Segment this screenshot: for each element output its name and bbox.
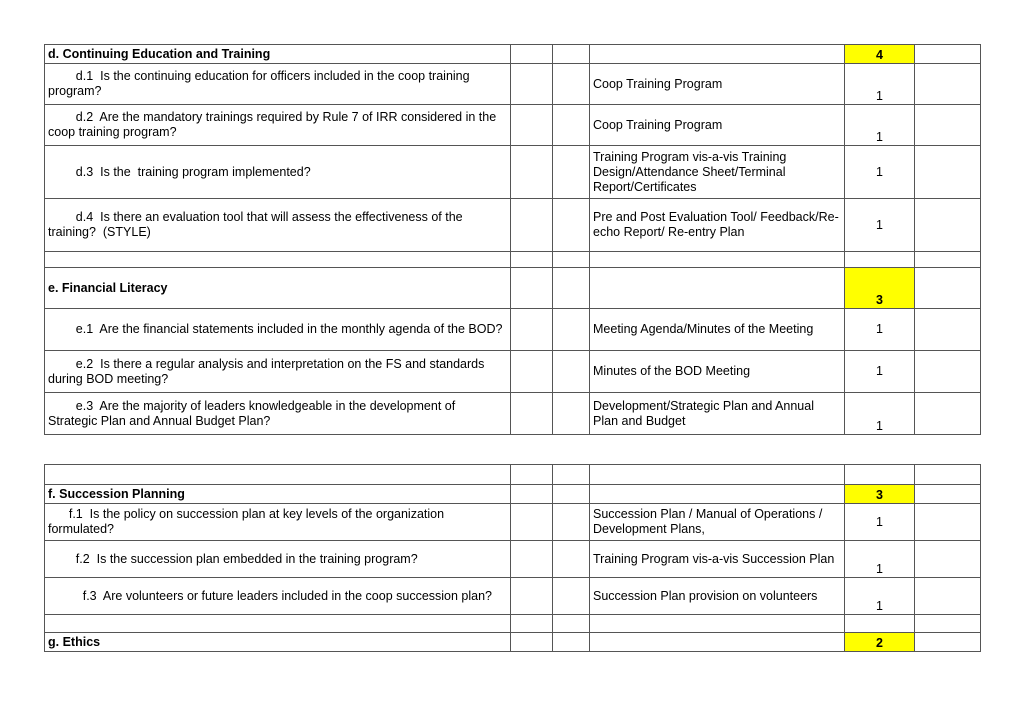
question-cell: f.3 Are volunteers or future leaders included in the coop succession plan?	[45, 578, 511, 615]
question-cell: d.2 Are the mandatory trainings required by Rule 7 of IRR considered in the coop training program?	[45, 105, 511, 146]
question-cell: d.1 Is the continuing education for officers included in the coop training program?	[45, 64, 511, 105]
score-cell: 1	[845, 146, 915, 199]
evidence-cell: Minutes of the BOD Meeting	[590, 351, 845, 393]
section-total-score: 2	[845, 633, 915, 652]
assessment-table-1	[44, 44, 981, 435]
section-header-row	[45, 45, 981, 64]
score-cell: 1	[845, 64, 915, 105]
score-cell: 1	[845, 541, 915, 578]
evidence-cell: Meeting Agenda/Minutes of the Meeting	[590, 309, 845, 351]
spacer-row	[45, 615, 981, 633]
question-cell: e.3 Are the majority of leaders knowledgeable in the development of Strategic Plan and Annual Budget Plan?	[45, 393, 511, 435]
table-row	[45, 105, 981, 146]
evidence-cell: Training Program vis-a-vis Training Design/Attendance Sheet/Terminal Report/Certificates	[590, 146, 845, 199]
section-title: g. Ethics	[45, 633, 511, 652]
section-header-row	[45, 485, 981, 504]
section-title: d. Continuing Education and Training	[45, 45, 511, 64]
score-cell: 1	[845, 199, 915, 252]
spacer-row	[45, 252, 981, 268]
table-row	[45, 64, 981, 105]
table-row	[45, 393, 981, 435]
section-header-row	[45, 633, 981, 652]
evidence-cell: Succession Plan / Manual of Operations / Development Plans,	[590, 504, 845, 541]
score-cell: 1	[845, 105, 915, 146]
table-row	[45, 146, 981, 199]
section-header-row	[45, 268, 981, 309]
question-cell: e.1 Are the financial statements included in the monthly agenda of the BOD?	[45, 309, 511, 351]
table-row	[45, 351, 981, 393]
table-row	[45, 541, 981, 578]
question-cell: f.1 Is the policy on succession plan at key levels of the organization formulated?	[45, 504, 511, 541]
section-title: f. Succession Planning	[45, 485, 511, 504]
score-cell: 1	[845, 578, 915, 615]
evidence-cell: Coop Training Program	[590, 64, 845, 105]
question-cell: f.2 Is the succession plan embedded in the training program?	[45, 541, 511, 578]
question-cell: d.4 Is there an evaluation tool that will assess the effectiveness of the training? (STYLE)	[45, 199, 511, 252]
section-title: e. Financial Literacy	[45, 268, 511, 309]
assessment-table-2	[44, 464, 981, 652]
spacer-row	[45, 465, 981, 485]
evidence-cell: Development/Strategic Plan and Annual Plan and Budget	[590, 393, 845, 435]
section-total-score: 4	[845, 45, 915, 64]
evidence-cell: Pre and Post Evaluation Tool/ Feedback/Re-echo Report/ Re-entry Plan	[590, 199, 845, 252]
question-cell: e.2 Is there a regular analysis and interpretation on the FS and standards during BOD meeting?	[45, 351, 511, 393]
evidence-cell: Training Program vis-a-vis Succession Plan	[590, 541, 845, 578]
evidence-cell: Succession Plan provision on volunteers	[590, 578, 845, 615]
score-cell: 1	[845, 393, 915, 435]
table-row	[45, 199, 981, 252]
evidence-cell: Coop Training Program	[590, 105, 845, 146]
table-row	[45, 578, 981, 615]
score-cell: 1	[845, 351, 915, 393]
score-cell: 1	[845, 309, 915, 351]
section-total-score: 3	[845, 268, 915, 309]
section-total-score: 3	[845, 485, 915, 504]
table-row	[45, 504, 981, 541]
table-row	[45, 309, 981, 351]
score-cell: 1	[845, 504, 915, 541]
question-cell: d.3 Is the training program implemented?	[45, 146, 511, 199]
